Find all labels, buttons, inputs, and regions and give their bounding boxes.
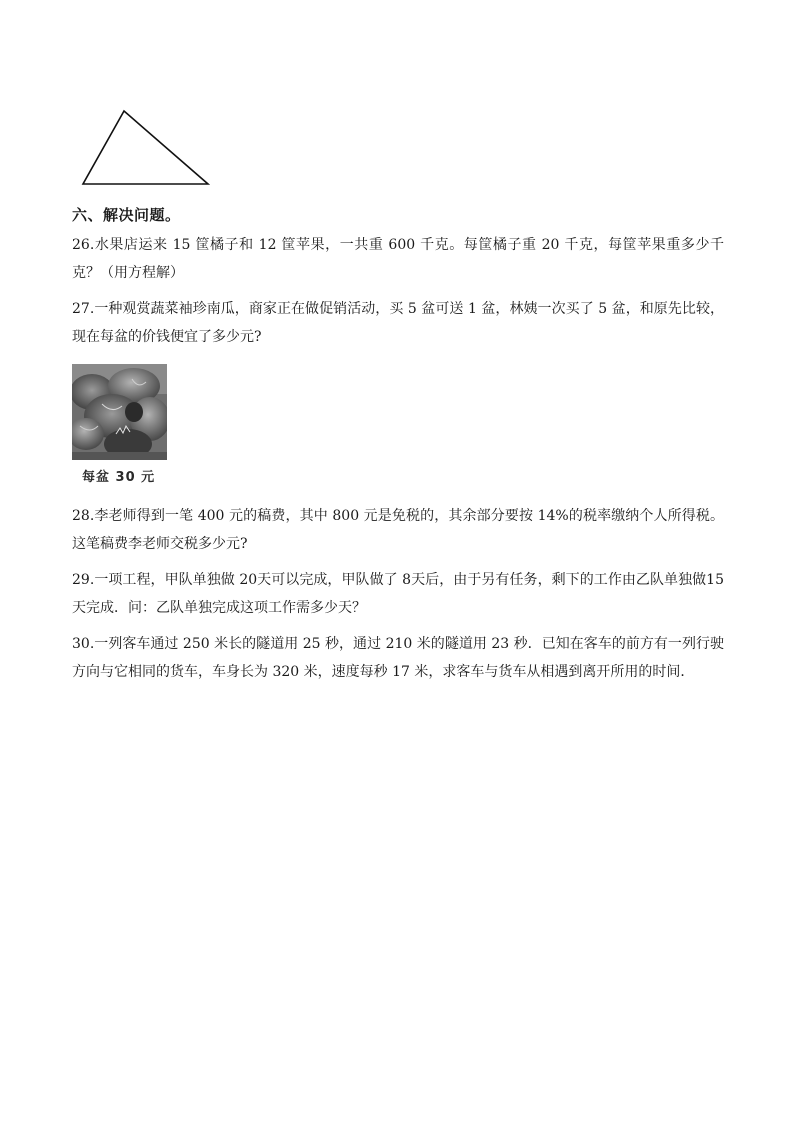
triangle-figure: [80, 108, 212, 188]
section-heading: 六、解决问题。: [72, 206, 181, 224]
problem-26: 26.水果店运来 15 筐橘子和 12 筐苹果，一共重 600 千克。每筐橘子重 20 千克，每筐苹果重多少千克？（用方程解）: [72, 237, 724, 281]
pumpkin-plant-photo: [72, 364, 167, 460]
problem-30: 30.一列客车通过 250 米长的隧道用 25 秒，通过 210 米的隧道用 23 秒．已知在客车的前方有一列行驶方向与它相同的货车，车身长为 320 米，速度每秒 17 米，求客车与货车从相遇到离开所用的时间．: [72, 636, 724, 680]
problem-27: 27.一种观赏蔬菜袖珍南瓜，商家正在做促销活动，买 5 盆可送 1 盆，林姨一次买了 5 盆，和原先比较，现在每盆的价钱便宜了多少元?: [72, 301, 724, 345]
problem-28: 28.李老师得到一笔 400 元的稿费，其中 800 元是免税的，其余部分要按 14%的税率缴纳个人所得税。这笔稿费李老师交税多少元?: [72, 508, 724, 552]
problem-29: 29.一项工程，甲队单独做 20天可以完成，甲队做了 8天后，由于另有任务，剩下的工作由乙队单独做15天完成．问：乙队单独完成这项工作需多少天？: [72, 572, 724, 616]
photo-caption: 每盆 30 元: [82, 470, 156, 485]
triangle-shape: [83, 111, 208, 184]
